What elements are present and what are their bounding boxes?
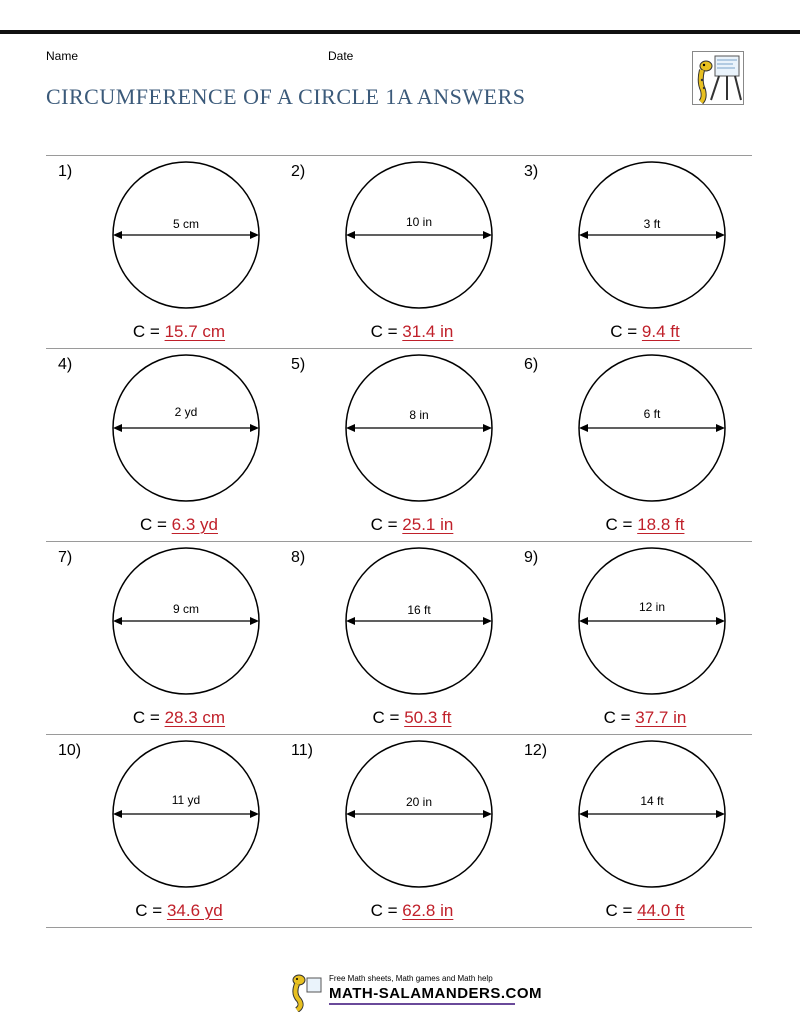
arrow-right-icon [250,810,259,818]
worksheet-title: CIRCUMFERENCE OF A CIRCLE 1A ANSWERS [46,84,526,109]
arrow-right-icon [716,617,725,625]
problem-11 [285,736,520,930]
answer-value: 15.7 cm [164,322,226,341]
answer-value: 62.8 in [402,901,454,920]
answer-value: 6.3 yd [171,515,218,534]
circle-diagram [343,352,495,504]
arrow-right-icon [250,617,259,625]
circle-diagram [343,738,495,890]
arrow-left-icon [346,810,355,818]
diameter-label: 8 in [409,408,429,422]
arrow-left-icon [113,810,122,818]
footer-tagline: Free Math sheets, Math games and Math help [329,974,493,983]
arrow-right-icon [716,810,725,818]
salamander-easel-logo-icon [692,51,744,105]
problem-number: 11) [291,742,313,759]
circle-diagram [576,545,728,697]
circumference-answer [518,515,772,535]
problem-number: 1) [58,163,73,180]
circle-diagram [576,159,728,311]
answer-value: 9.4 ft [641,322,680,341]
arrow-left-icon [579,617,588,625]
arrow-left-icon [113,617,122,625]
arrow-right-icon [483,617,492,625]
circle-diagram [110,352,262,504]
circumference-answer [285,515,539,535]
top-border-rule [0,30,800,34]
arrow-right-icon [483,810,492,818]
circumference-answer [518,322,772,342]
diameter-label: 6 ft [643,407,661,421]
circumference-answer [285,322,539,342]
problem-6 [518,350,753,544]
circle-diagram [110,738,262,890]
answer-prefix: C = [132,322,165,341]
circumference-answer [285,901,539,921]
circle-diagram [576,738,728,890]
answer-value: 44.0 ft [637,901,685,920]
diameter-label: 16 ft [407,603,431,617]
problem-1 [52,157,287,351]
circle-diagram [343,545,495,697]
problem-8 [285,543,520,737]
answer-prefix: C = [135,901,167,920]
answer-prefix: C = [370,515,403,534]
problem-number: 3) [524,163,539,180]
problem-10 [52,736,287,930]
diameter-label: 12 in [638,600,666,614]
problem-7 [52,543,287,737]
circle-diagram [110,545,262,697]
answer-value: 18.8 ft [637,515,685,534]
arrow-left-icon [346,424,355,432]
arrow-left-icon [113,424,122,432]
answer-prefix: C = [370,322,403,341]
problem-12 [518,736,753,930]
answer-prefix: C = [605,515,638,534]
problem-number: 4) [58,356,73,373]
circumference-answer [518,901,772,921]
arrow-right-icon [716,424,725,432]
answer-prefix: C = [610,322,642,341]
circle-diagram [576,352,728,504]
answer-value: 50.3 ft [404,708,452,727]
problem-number: 5) [291,356,306,373]
answer-prefix: C = [603,708,636,727]
problem-number: 7) [58,549,73,566]
problem-2 [285,157,520,351]
problem-4 [52,350,287,544]
problem-9 [518,543,753,737]
circle-diagram [343,159,495,311]
diameter-label: 11 yd [171,793,201,807]
arrow-left-icon [346,231,355,239]
circumference-answer [518,708,772,728]
circumference-answer [52,322,306,342]
arrow-right-icon [250,424,259,432]
name-label: Name [46,49,79,63]
arrow-right-icon [483,424,492,432]
problem-3 [518,157,753,351]
answer-value: 25.1 in [402,515,454,534]
date-label: Date [328,49,354,63]
diameter-label: 5 cm [172,217,200,231]
problem-number: 10) [58,742,82,759]
footer-brand-link[interactable]: MATH-SALAMANDERS.COM [329,985,543,1002]
problem-number: 8) [291,549,306,566]
arrow-right-icon [483,231,492,239]
arrow-left-icon [113,231,122,239]
answer-value: 31.4 in [402,322,454,341]
arrow-left-icon [346,617,355,625]
diameter-label: 10 in [405,215,433,229]
circumference-answer [52,708,306,728]
problem-number: 12) [524,742,548,759]
answer-prefix: C = [370,901,403,920]
answer-value: 37.7 in [635,708,687,727]
answer-prefix: C = [605,901,638,920]
arrow-right-icon [716,231,725,239]
arrow-left-icon [579,810,588,818]
problem-number: 6) [524,356,539,373]
circumference-answer [52,901,306,921]
answer-value: 28.3 cm [164,708,226,727]
diameter-label: 9 cm [172,602,200,616]
diameter-label: 14 ft [640,794,664,808]
problem-5 [285,350,520,544]
circumference-answer [285,708,539,728]
answer-value: 34.6 yd [166,901,223,920]
footer-branding [285,972,543,1012]
footer-brand-underline [329,1003,515,1005]
circle-diagram [110,159,262,311]
diameter-label: 20 in [405,795,433,809]
problem-number: 9) [524,549,539,566]
circumference-answer [52,515,306,535]
diameter-label: 3 ft [643,217,661,231]
row-divider [46,155,752,156]
arrow-right-icon [250,231,259,239]
arrow-left-icon [579,231,588,239]
salamander-logo-icon [285,972,325,1012]
arrow-left-icon [579,424,588,432]
problem-number: 2) [291,163,306,180]
answer-prefix: C = [140,515,172,534]
answer-prefix: C = [372,708,405,727]
answer-prefix: C = [132,708,165,727]
diameter-label: 2 yd [174,405,198,419]
